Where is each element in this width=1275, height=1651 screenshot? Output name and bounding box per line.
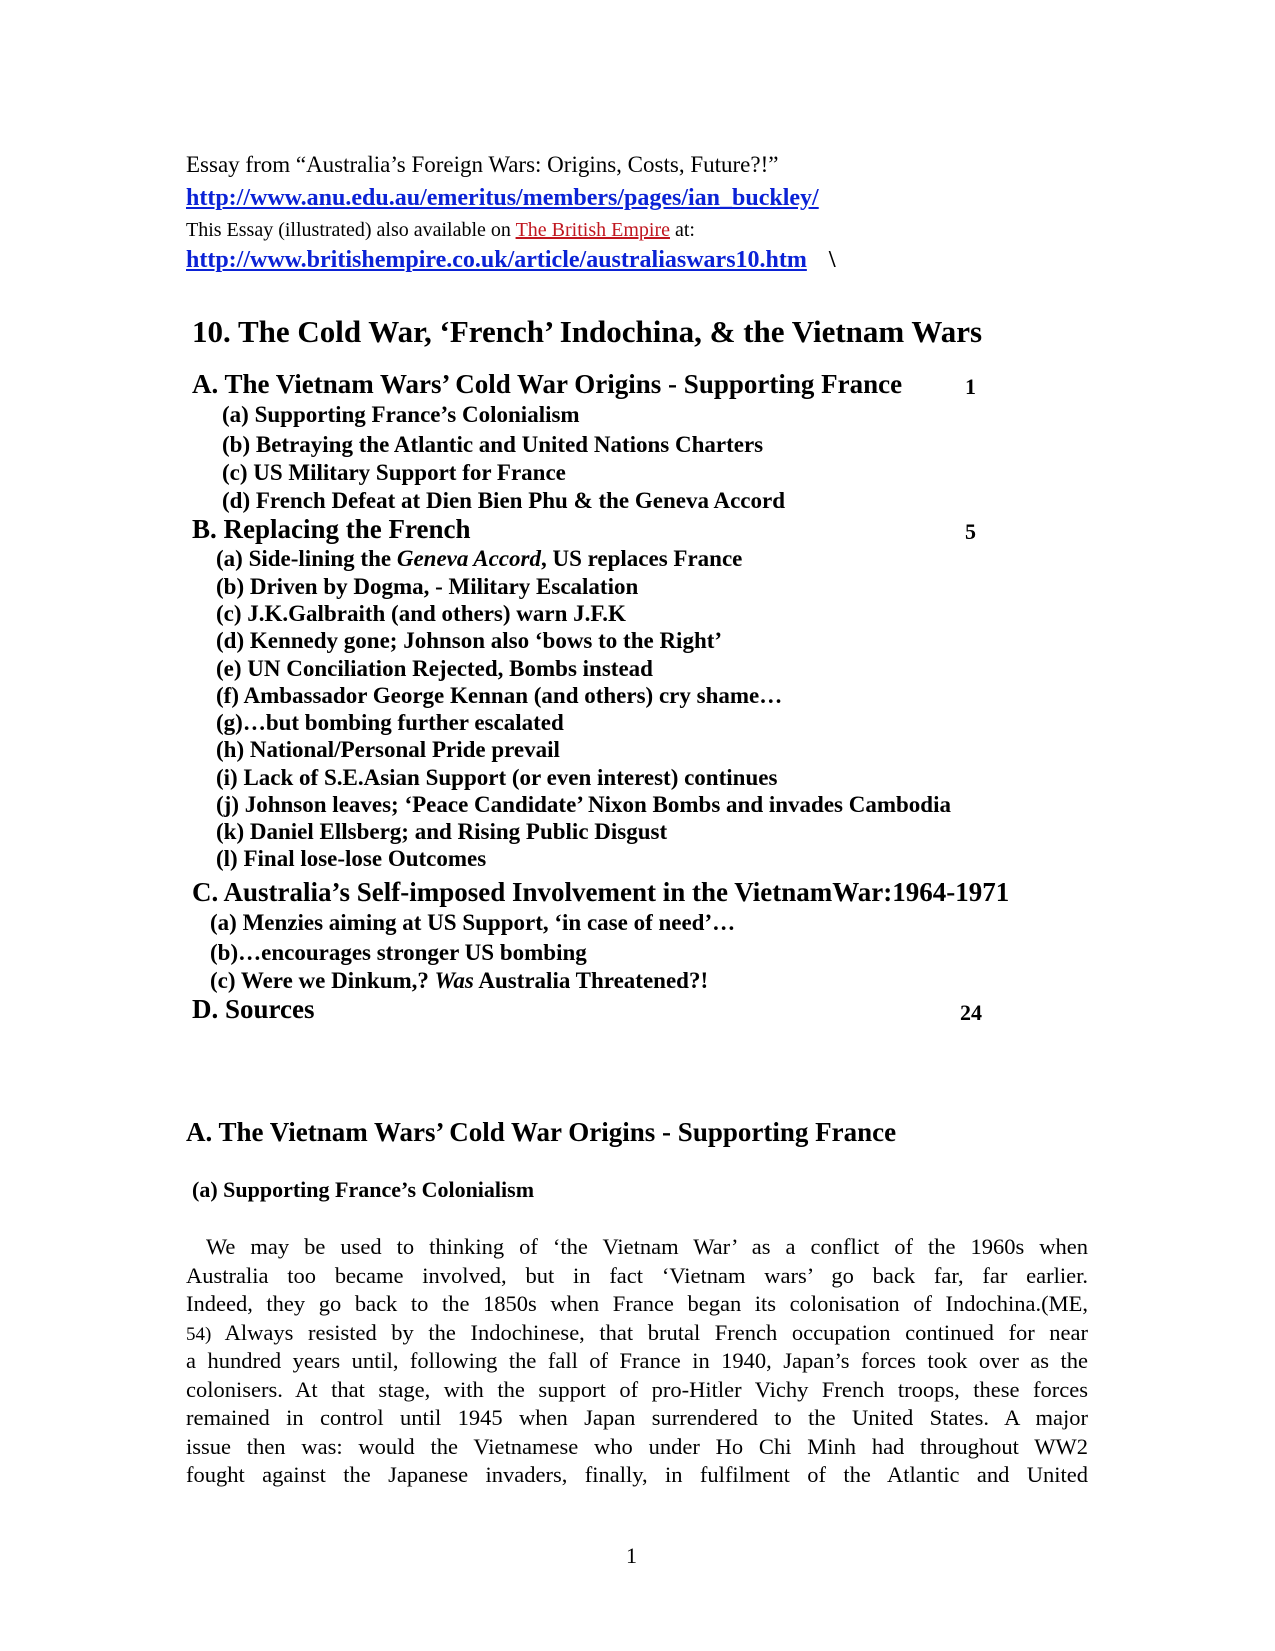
toc-b-item: (f) Ambassador George Kennan (and others) cry shame… <box>216 683 783 708</box>
subsection-heading: (a) Supporting France’s Colonialism <box>192 1177 535 1202</box>
toc-section-a: A. The Vietnam Wars’ Cold War Origins - Supporting France <box>192 369 903 399</box>
body-line: 54) Always resisted by the Indochinese, that brutal French occupation continued for near <box>186 1319 1088 1345</box>
toc-section-b: B. Replacing the French <box>192 514 471 544</box>
toc-a-item: (a) Supporting France’s Colonialism <box>222 402 580 427</box>
toc-c-item: (b)…encourages stronger US bombing <box>210 940 587 965</box>
toc-b-item: (l) Final lose-lose Outcomes <box>216 846 487 871</box>
toc-c-item: (a) Menzies aiming at US Support, ‘in case of need’… <box>210 910 736 935</box>
toc-section-b-page: 5 <box>965 519 976 544</box>
toc-c-item: (c) Were we Dinkum,? Was Australia Threatened?! <box>210 968 709 993</box>
essay-title: 10. The Cold War, ‘French’ Indochina, & the Vietnam Wars <box>192 314 983 349</box>
toc-b-item: (k) Daniel Ellsberg; and Rising Public Disgust <box>216 819 668 844</box>
toc-b-item: (e) UN Conciliation Rejected, Bombs instead <box>216 656 653 681</box>
body-paragraph <box>186 1233 1088 1490</box>
toc-b-item: (j) Johnson leaves; ‘Peace Candidate’ Nixon Bombs and invades Cambodia <box>216 792 951 817</box>
page-number: 1 <box>626 1543 637 1568</box>
availability-suffix: at: <box>669 219 695 241</box>
section-heading: A. The Vietnam Wars’ Cold War Origins - Supporting France <box>186 1117 897 1147</box>
body-line: remained in control until 1945 when Japan surrendered to the United States. A major <box>186 1405 1088 1430</box>
body-line: Indeed, they go back to the 1850s when France began its colonisation of Indochina.(ME, <box>186 1291 1088 1316</box>
toc-a-item: (d) French Defeat at Dien Bien Phu & the Geneva Accord <box>222 488 785 513</box>
british-empire-url-link[interactable]: http://www.britishempire.co.uk/article/australiaswars10.htm <box>186 247 807 273</box>
body-line: fought against the Japanese invaders, finally, in fulfilment of the Atlantic and United <box>186 1462 1088 1487</box>
toc-b-item: (c) J.K.Galbraith (and others) warn J.F.K <box>216 601 626 626</box>
toc-b-item: (i) Lack of S.E.Asian Support (or even interest) continues <box>216 765 778 790</box>
body-line: issue then was: would the Vietnamese who under Ho Chi Minh had throughout WW2 <box>186 1433 1088 1459</box>
toc-b-item: (a) Side-lining the Geneva Accord, US replaces France <box>216 546 743 571</box>
body-line: Australia too became involved, but in fact ‘Vietnam wars’ go back far, far earlier. <box>186 1262 1088 1288</box>
body-line: We may be used to thinking of ‘the Vietnam War’ as a conflict of the 1960s when <box>206 1234 1088 1259</box>
toc-a-item: (c) US Military Support for France <box>222 460 566 485</box>
toc-section-a-page: 1 <box>965 374 976 399</box>
british-empire-url-line <box>186 247 836 274</box>
availability-line <box>186 219 695 242</box>
toc-b-item: (h) National/Personal Pride prevail <box>216 737 560 762</box>
anu-url-link[interactable]: http://www.anu.edu.au/emeritus/members/pages/ian_buckley/ <box>186 185 819 211</box>
source-line: Essay from “Australia’s Foreign Wars: Origins, Costs, Future?!” <box>186 152 779 177</box>
toc-section-c: C. Australia’s Self-imposed Involvement in the VietnamWar:1964-1971 <box>192 877 1010 907</box>
toc-b-item: (g)…but bombing further escalated <box>216 710 564 735</box>
toc-b-item: (d) Kennedy gone; Johnson also ‘bows to the Right’ <box>216 628 723 653</box>
body-line: colonisers. At that stage, with the support of pro-Hitler Vichy French troops, these forces <box>186 1376 1088 1402</box>
toc-a-item: (b) Betraying the Atlantic and United Nations Charters <box>222 432 764 457</box>
trailing-mark: \ <box>828 247 836 273</box>
availability-prefix: This Essay (illustrated) also available on <box>186 219 516 241</box>
toc-section-d-page: 24 <box>960 1000 982 1025</box>
body-line: a hundred years until, following the fall of France in 1940, Japan’s forces took over as the <box>186 1348 1088 1373</box>
toc-section-d: D. Sources <box>192 994 315 1024</box>
british-empire-link[interactable]: The British Empire <box>515 219 670 241</box>
toc-b-item: (b) Driven by Dogma, - Military Escalation <box>216 574 639 599</box>
